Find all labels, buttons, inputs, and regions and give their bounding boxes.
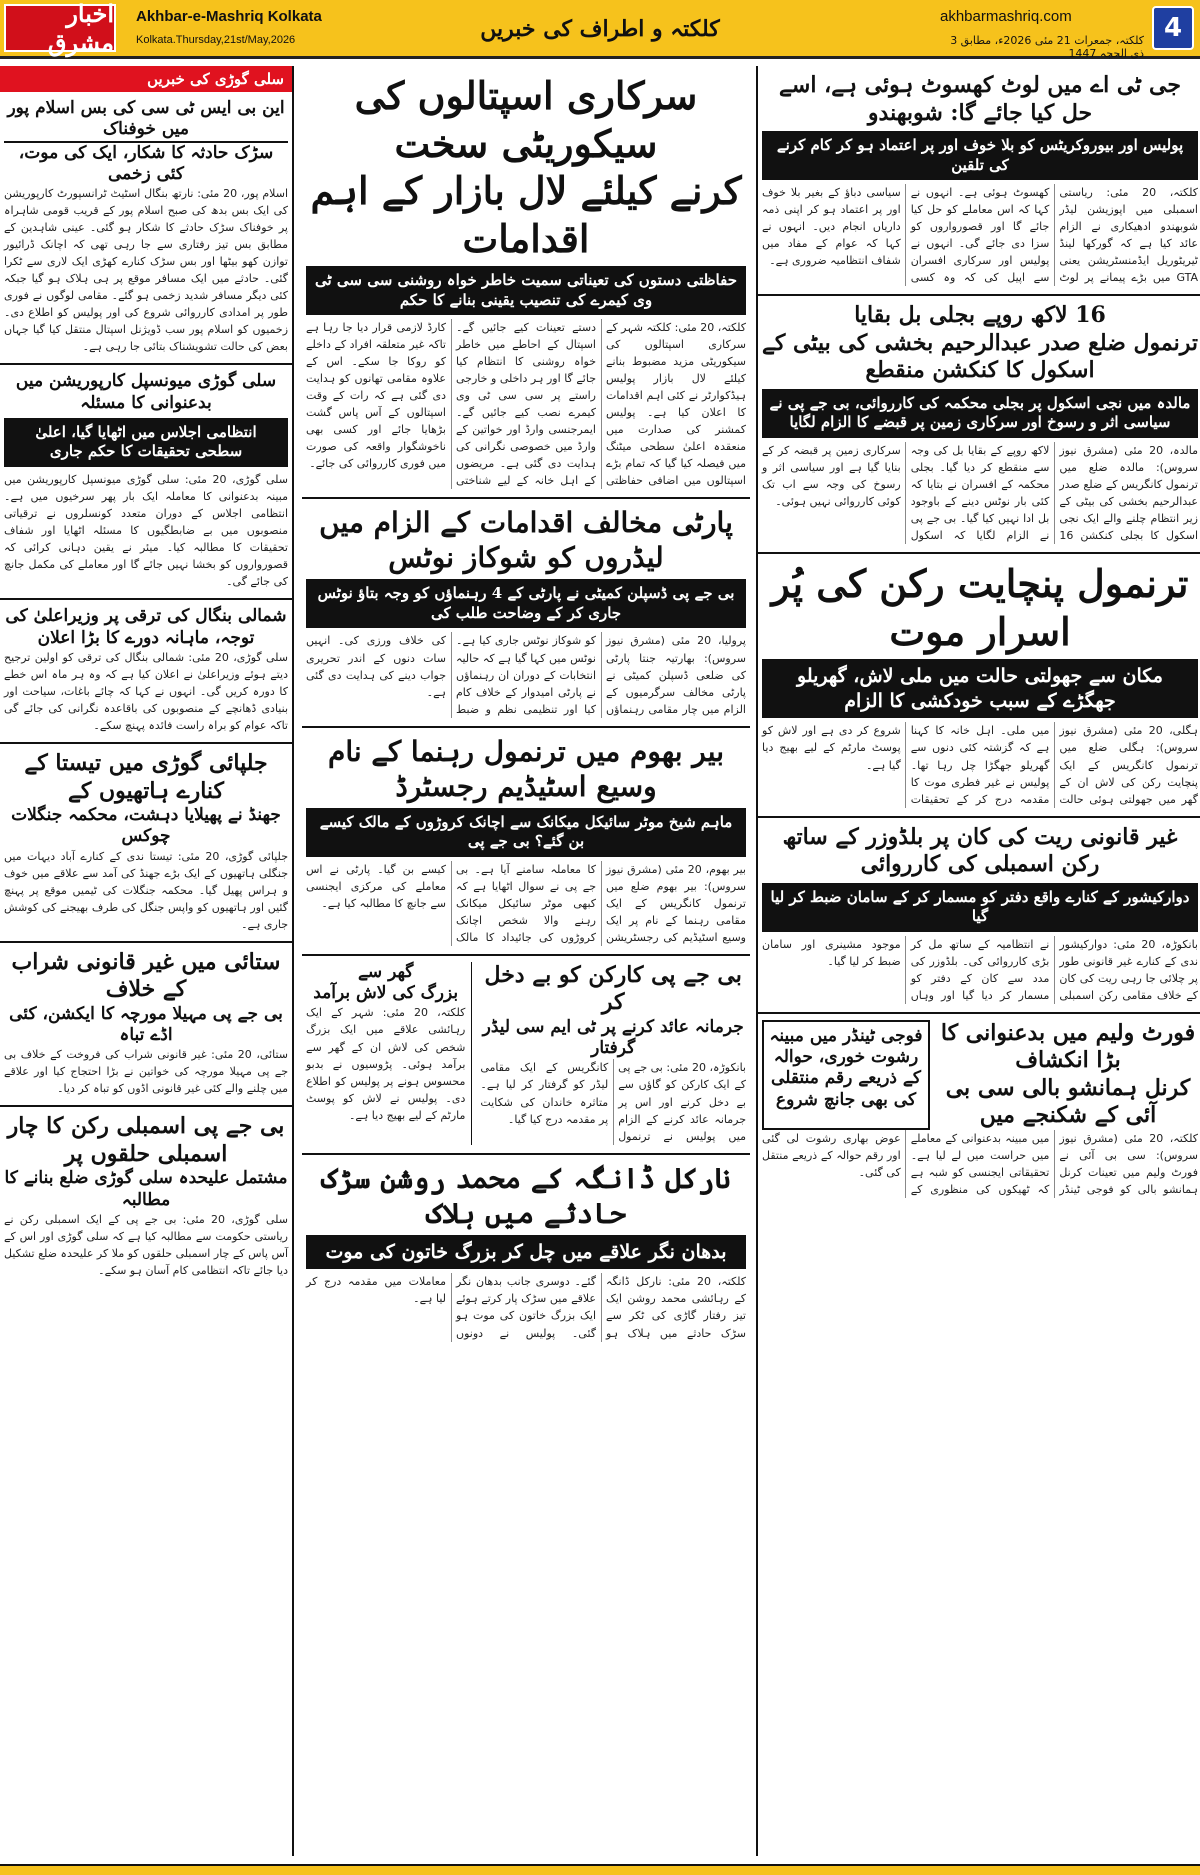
story-new-district[interactable] — [0, 1107, 292, 1287]
headline: این بی ایس ٹی سی کی بس اسلام پور میں خوفناک — [7, 98, 285, 140]
story-panchayat[interactable] — [758, 554, 1200, 818]
story-hospital-security[interactable] — [302, 66, 750, 499]
fort-william-headlines — [938, 1020, 1198, 1130]
newspaper-logo[interactable]: اخبار مشرق — [4, 4, 116, 52]
story-body: پرولیا، 20 مئی (مشرق نیوز سروس): بھارتیہ جنتا پارٹی کی ضلعی ڈسپلن کمیٹی نے پارٹی مخالف سرگرمیوں کے الزام میں چار مقامی رہنماؤں کو شوکاز نوٹس جاری کیا ہے۔ نوٹس میں کہا گیا ہے کہ حالیہ انتخابات کے دوران ان رہنماؤں نے پارٹی امیدوار کے خلاف کام کیا اور تنظیمی نظم و ضبط کی خلاف ورزی کی۔ انہیں سات دنوں کے اندر تحریری جواب دینے کی ہدایت دی گئی ہے۔ — [306, 634, 746, 716]
middle-column — [302, 66, 750, 1856]
headline: بزرگ کی لاش برآمد — [313, 983, 459, 1004]
headline-line-1: سرکاری اسپتالوں کی سیکوریٹی سخت — [354, 73, 698, 166]
subhead: سڑک حادثہ کا شکار، ایک کی موت، کئی زخمی — [4, 141, 288, 186]
subhead: بی جے پی مہیلا مورچہ کا ایکشن، کئی اڈے تباہ — [9, 1003, 283, 1046]
story-body: کلکتہ، 20 مئی (مشرق نیوز سروس): سی بی آئی نے فورٹ ولیم میں تعینات کرنل ہمانشو بالی کو فوجی ٹینڈر میں مبینہ بدعنوانی کے معاملے میں حراست میں لے لیا ہے۔ تحقیقاتی ایجنسی کو شبہ ہے کہ ٹھیکوں کی منظوری کے عوض بھاری رشوت لی گئی اور رقم حوالہ کے ذریعے منتقل کی گئی۔ — [762, 1131, 1198, 1196]
story-electricity[interactable] — [758, 296, 1200, 554]
hijri-date: کلکتہ، جمعرات 21 مئی 2026ء، مطابق 3 ذی الحجہ 1447 — [950, 34, 1144, 60]
headline: جی ٹی اے میں لوٹ کھسوٹ ہوئی ہے، اسے حل کیا جائے گا: شوبھندو — [779, 72, 1181, 126]
story-elderly-body[interactable] — [306, 962, 472, 1145]
story-body: جلپائی گوڑی، 20 مئی: تیستا ندی کے کنارے آباد دیہات میں جنگلی ہاتھیوں کے ایک بڑے جھنڈ کی آمد سے علاقے میں خوف و ہراس پھیل گیا۔ محکمہ جنگلات کی ٹیمیں موقع پر پہنچ گئیں اور ہاتھیوں کو واپس جنگل کی طرف بھیجنے کی کوشش جاری ہے۔ — [4, 849, 288, 931]
subhead: بدھان نگر علاقے میں چل کر بزرگ خاتون کی موت — [306, 1235, 746, 1270]
story-narkeldanga[interactable] — [302, 1155, 750, 1350]
story-body: بانکوڑہ، 20 مئی: دوارکیشور ندی کے کنارے غیر قانونی طور پر چلائی جا رہی ریت کی کان کے خلاف مقامی رکن اسمبلی نے انتظامیہ کے ساتھ مل کر بڑی کارروائی کی۔ بلڈوزر کی مدد سے کان کے دفتر کو مسمار کر دیا گیا اور وہاں موجود مشینری اور سامان ضبط کر لیا گیا۔ — [762, 937, 1198, 1002]
subhead: ماہم شیخ موٹر سائیکل میکانک سے اچانک کروڑوں کے مالک کیسے بن گئے؟ بی جے پی — [306, 808, 746, 857]
story-body: ہگلی، 20 مئی (مشرق نیوز سروس): ہگلی ضلع میں ترنمول کانگریس کے ایک پنچایت رکن کی لاش ان کے گھر میں جھولتی ہوئی حالت میں ملی۔ اہل خانہ کا کہنا ہے کہ گزشتہ کئی دنوں سے گھریلو جھگڑا چل رہا تھا۔ پولیس نے غیر فطری موت کا مقدمہ درج کر کے تحقیقات شروع کر دی ہے اور لاش کو پوسٹ مارٹم کے لیے بھیج دیا گیا ہے۔ — [762, 724, 1198, 806]
story-body: بیر بھوم، 20 مئی (مشرق نیوز سروس): بیر بھوم ضلع میں ترنمول کانگریس کے ایک مقامی رہنما کے نام پر ایک وسیع اسٹیڈیم کی رجسٹریشن کا معاملہ سامنے آیا ہے۔ بی جے پی نے سوال اٹھایا ہے کہ کبھی موٹر سائیکل میکانک رہنے والا شخص اچانک کروڑوں کی جائیداد کا مالک کیسے بن گیا۔ پارٹی نے اس معاملے کی مرکزی ایجنسی سے جانچ کا مطالبہ کیا ہے۔ — [306, 862, 746, 944]
story-body: سلی گوڑی، 20 مئی: سلی گوڑی میونسپل کارپوریشن میں مبینہ بدعنوانی کا معاملہ ایک بار پھر سرخیوں میں ہے۔ انتظامی اجلاس کے دوران متعدد کونسلروں نے ترقیاتی منصوبوں میں بے ضابطگیوں کا مسئلہ اٹھایا اور شفاف تحقیقات کا مطالبہ کیا۔ میئر نے یقین دہانی کرائی کہ قصورواروں کو بخشا نہیں جائے گا اور معاملے کی مکمل جانچ کی جائے گی۔ — [4, 472, 288, 589]
story-smc-corruption[interactable] — [0, 365, 292, 600]
kicker: گھر سے — [357, 961, 414, 982]
subhead: مشتمل علیحدہ سلی گوڑی ضلع بنانے کا مطالبہ — [4, 1168, 288, 1210]
fort-william-header — [762, 1020, 1198, 1130]
story-bjp-worker[interactable] — [480, 962, 746, 1145]
left-column — [0, 66, 294, 1856]
headline: بیر بھوم میں ترنمول رہنما کے نام وسیع اسٹیڈیم رجسٹرڈ — [328, 734, 724, 803]
story-body: کلکتہ، 20 مئی: ریاستی اسمبلی میں اپوزیشن لیڈر شوبھندو ادھیکاری نے الزام عائد کیا ہے کہ گورکھا لینڈ ٹیریٹوریل ایڈمنسٹریشن یعنی GTA میں بڑے پیمانے پر لوٹ کھسوٹ ہوئی ہے۔ انہوں نے کہا کہ اس معاملے کو حل کیا جائے گا اور قصورواروں کو سزا دی جائے گی۔ انہوں نے پولیس اور سرکاری افسران سے اپیل کی کہ وہ کسی سیاسی دباؤ کے بغیر بلا خوف اور پر اعتماد ہو کر اپنی ذمہ داریاں انجام دیں۔ انہوں نے کہا کہ عوام کے مفاد میں شفاف انتظامیہ ضروری ہے۔ — [762, 186, 1198, 285]
subhead: حفاظتی دستوں کی تعیناتی سمیت خاطر خواہ روشنی سی سی ٹی وی کیمرے کی تنصیب یقینی بنانے کا حکم — [306, 266, 746, 315]
story-body: سلی گوڑی، 20 مئی: شمالی بنگال کی ترقی کو اولین ترجیح دیتے ہوئے وزیراعلیٰ نے اعلان کیا ہے کہ وہ ہر ماہ اس خطے کا دورہ کریں گی۔ انہوں نے کہا کہ چائے باغات، سیاحت اور بنیادی ڈھانچے کے منصوبوں کی باقاعدہ نگرانی کی جائے گی تاکہ عوام کو براہ راست فائدہ پہنچ سکے۔ — [4, 650, 288, 732]
subhead: جرمانہ عائد کرنے پر ٹی ایم سی لیڈر گرفتار — [482, 1016, 744, 1059]
footer-strip — [0, 1864, 1200, 1875]
subhead: جھنڈ نے پھیلایا دہشت، محکمہ جنگلات چوکس — [11, 805, 281, 847]
story-body: کلکتہ، 20 مئی: نارکل ڈانگہ کے رہائشی محمد روشن ایک تیز رفتار گاڑی کی ٹکر سے سڑک حادثے میں ہلاک ہو گئے۔ دوسری جانب بدھان نگر علاقے میں سڑک پار کرتے ہوئے ایک بزرگ خاتون کی موت ہو گئی۔ پولیس نے دونوں معاملات میں مقدمہ درج کر لیا ہے۔ — [306, 1275, 747, 1340]
subhead: بی جے پی ڈسپلن کمیٹی نے پارٹی کے 4 رہنماؤں کو وجہ بتاؤ نوٹس جاری کر کے وضاحت طلب کی — [306, 579, 746, 628]
headline: بی جے پی کارکن کو بے دخل کر — [484, 961, 742, 1016]
story-body: کلکتہ، 20 مئی: کلکتہ شہر کے سرکاری اسپتالوں کی سیکوریٹی مزید مضبوط بنانے کیلئے لال بازار پولیس ہیڈکوارٹر نے کئی اہم اقدامات کا اعلان کیا ہے۔ پولیس کمشنر کی صدارت میں منعقدہ اعلیٰ سطحی میٹنگ میں فیصلہ کیا گیا کہ تمام بڑے اسپتالوں میں اضافی حفاظتی دستے تعینات کیے جائیں گے۔ اسپتال کے احاطے میں خاطر خواہ روشنی کا انتظام کیا جائے گا اور ہر داخلی و خارجی راستے پر سی سی ٹی وی کیمرے نصب کیے جائیں گے۔ ایمرجنسی وارڈ اور خواتین کے وارڈ میں خصوصی نگرانی کی ہدایت دی گئی ہے۔ مریضوں کے اہل خانہ کے لیے شناختی کارڈ لازمی قرار دیا جا رہا ہے تاکہ غیر متعلقہ افراد کے داخلے کو روکا جا سکے۔ اس کے علاوہ مقامی تھانوں کو ہدایت دی گئی ہے کہ رات کے وقت اسپتالوں کے آس پاس گشت بڑھایا جائے اور کسی بھی ناخوشگوار واقعہ کی صورت میں فوری کارروائی کی جائے۔ — [306, 321, 746, 488]
headline: غیر قانونی ریت کی کان پر بلڈوزر کے ساتھ رکن اسمبلی کی کارروائی — [782, 823, 1178, 878]
story-party-notice[interactable] — [302, 499, 750, 727]
kicker: 16 لاکھ روپے بجلی بل بقایا — [854, 302, 1106, 329]
story-gta[interactable] — [758, 66, 1200, 296]
headline: پارٹی مخالف اقدامات کے الزام میں لیڈروں کو شوکاز نوٹس — [319, 506, 733, 575]
subhead: مالدہ میں نجی اسکول پر بجلی محکمہ کی کارروائی، بی جے پی نے سیاسی اثر و رسوخ اور سرکاری زمین پر قبضے کا الزام لگایا — [762, 389, 1198, 438]
story-body: ستائی، 20 مئی: غیر قانونی شراب کی فروخت کے خلاف بی جے پی مہیلا مورچہ کی خواتین نے بڑا احتجاج کیا اور علاقے میں چلنے والے کئی غیر قانونی اڈوں کو تباہ کر دیا۔ — [4, 1048, 288, 1096]
headline: ترنمول ضلع صدر عبدالرحیم بخشی کی بیٹی کے اسکول کا کنکشن منقطع — [762, 329, 1198, 384]
headline: فورٹ ولیم میں بدعنوانی کا بڑا انکشاف — [940, 1019, 1196, 1074]
masthead — [0, 0, 1200, 59]
story-pair — [302, 956, 750, 1155]
story-body: کلکتہ، 20 مئی: شہر کے ایک رہائشی علاقے میں ایک بزرگ شخص کی لاش ان کے گھر سے برآمد ہوئی۔ پڑوسیوں نے بدبو محسوس ہونے پر پولیس کو اطلاع دی۔ پولیس نے لاش کو پوسٹ مارٹم کے لیے بھیج دیا ہے۔ — [306, 1006, 466, 1122]
headline: ستائی میں غیر قانونی شراب کے خلاف — [11, 948, 281, 1003]
page-number-badge: 4 — [1152, 6, 1194, 50]
story-elephants[interactable] — [0, 744, 292, 943]
section-banner: سلی گوڑی کی خبریں — [0, 66, 292, 92]
subhead: مکان سے جھولتی حالت میں ملی لاش، گھریلو جھگڑے کے سبب خودکشی کا الزام — [762, 659, 1198, 718]
publication-name: Akhbar-e-Mashriq Kolkata — [136, 8, 322, 25]
subhead: انتظامی اجلاس میں اٹھایا گیا، اعلیٰ سطحی تحقیقات کا حکم جاری — [4, 418, 288, 467]
story-fort-william[interactable] — [758, 1014, 1200, 1206]
right-column — [756, 66, 1200, 1856]
headline: جلپائی گوڑی میں تیستا کے کنارے ہاتھیوں کے — [24, 750, 268, 804]
story-birbhum-stadium[interactable] — [302, 728, 750, 956]
story-illegal-liquor[interactable] — [0, 943, 292, 1108]
subhead: دوارکیشور کے کنارے واقع دفتر کو مسمار کر کے سامان ضبط کر لیا گیا — [762, 883, 1198, 932]
headline: سلی گوڑی میونسپل کارپوریشن میں بدعنوانی کا مسئلہ — [15, 371, 277, 413]
subhead: پولیس اور بیوروکریٹس کو بلا خوف اور پر اعتماد ہو کر کام کرنے کی تلقین — [762, 131, 1198, 180]
headline: نارکل ڈانگہ کے محمد روشن سڑک حادثے میں ہلاک — [321, 1161, 731, 1230]
story-body: بانکوڑہ، 20 مئی: بی جے پی کے ایک کارکن کو گاؤں سے بے دخل کرنے اور اس پر جرمانہ عائد کرنے کے الزام میں پولیس نے ترنمول کانگریس کے ایک مقامی لیڈر کو گرفتار کر لیا ہے۔ متاثرہ خاندان کی شکایت پر مقدمہ درج کیا گیا۔ — [480, 1061, 746, 1143]
subhead: کرنل ہمانشو بالی سی بی آئی کے شکنجے میں — [945, 1074, 1191, 1129]
headline: شمالی بنگال کی ترقی پر وزیراعلیٰ کی توجہ، ماہانہ دورے کا بڑا اعلان — [5, 606, 287, 648]
story-body: اسلام پور، 20 مئی: نارتھ بنگال اسٹیٹ ٹرانسپورٹ کارپوریشن کی ایک بس بدھ کی صبح اسلام پور کے قریب قومی شاہراہ پر خوفناک سڑک حادثے کا شکار ہو گئی۔ عینی شاہدین کے مطابق بس تیز رفتاری سے جا رہی تھی کہ اچانک ڈرائیور توازن کھو بیٹھا اور بس سڑک کنارے کھڑی ایک لاری سے ٹکرا گئی۔ حادثے میں ایک مسافر موقع پر ہی ہلاک ہو گیا جبکہ کئی دیگر مسافر شدید زخمی ہو گئے۔ مقامی لوگوں نے فوری طور پر امدادی کارروائی شروع کی اور پولیس کو اطلاع دی۔ زخمیوں کو اسلام پور سب ڈویژنل اسپتال منتقل کیا گیا جہاں بعض کی حالت تشویشناک بتائی جا رہی ہے۔ — [4, 187, 288, 354]
story-body: سلی گوڑی، 20 مئی: بی جے پی کے ایک اسمبلی رکن نے ریاستی حکومت سے مطالبہ کیا ہے کہ سلی گوڑی اور اس کے آس پاس کے چار اسمبلی حلقوں کو ملا کر علیحدہ ضلع تشکیل دیا جائے تاکہ انتظامی کام آسان ہو سکے۔ — [4, 1212, 288, 1278]
story-sand-mining[interactable] — [758, 818, 1200, 1014]
section-title: کلکتہ و اطراف کی خبریں — [480, 16, 720, 42]
story-nbstc-bus[interactable] — [0, 92, 292, 365]
headline-line-2: کرنے کیلئے لال بازار کے اہم اقدامات — [310, 168, 742, 261]
headline: ترنمول پنچایت رکن کی پُر اسرار موت — [771, 561, 1189, 654]
story-body: مالدہ، 20 مئی (مشرق نیوز سروس): مالدہ ضلع میں ترنمول کانگریس کے ضلع صدر عبدالرحیم بخشی کی بیٹی کے زیر انتظام چلنے والے ایک نجی اسکول کا بجلی کنکشن 16 لاکھ روپے کے بقایا بل کی وجہ سے منقطع کر دیا گیا۔ بجلی محکمہ کے افسران نے بتایا کہ کئی بار نوٹس دینے کے باوجود بل ادا نہیں کیا گیا۔ بی جے پی نے الزام لگایا کہ اسکول سرکاری زمین پر قبضہ کر کے بنایا گیا ہے اور سیاسی اثر و رسوخ کی وجہ سے اب تک کوئی کارروائی نہیں ہوئی۔ — [762, 443, 1198, 543]
publication-date: Kolkata.Thursday,21st/May,2026 — [136, 34, 296, 46]
sidebar-box: فوجی ٹینڈر میں مبینہ رشوت خوری، حوالہ کے ذریعے رقم منتقلی کی بھی جانچ شروع — [762, 1020, 930, 1130]
website-url[interactable]: akhbarmashriq.com — [940, 8, 1072, 25]
headline: بی جے پی اسمبلی رکن کا چار اسمبلی حلقوں پر — [7, 1113, 285, 1167]
story-cm-north-bengal[interactable] — [0, 600, 292, 744]
